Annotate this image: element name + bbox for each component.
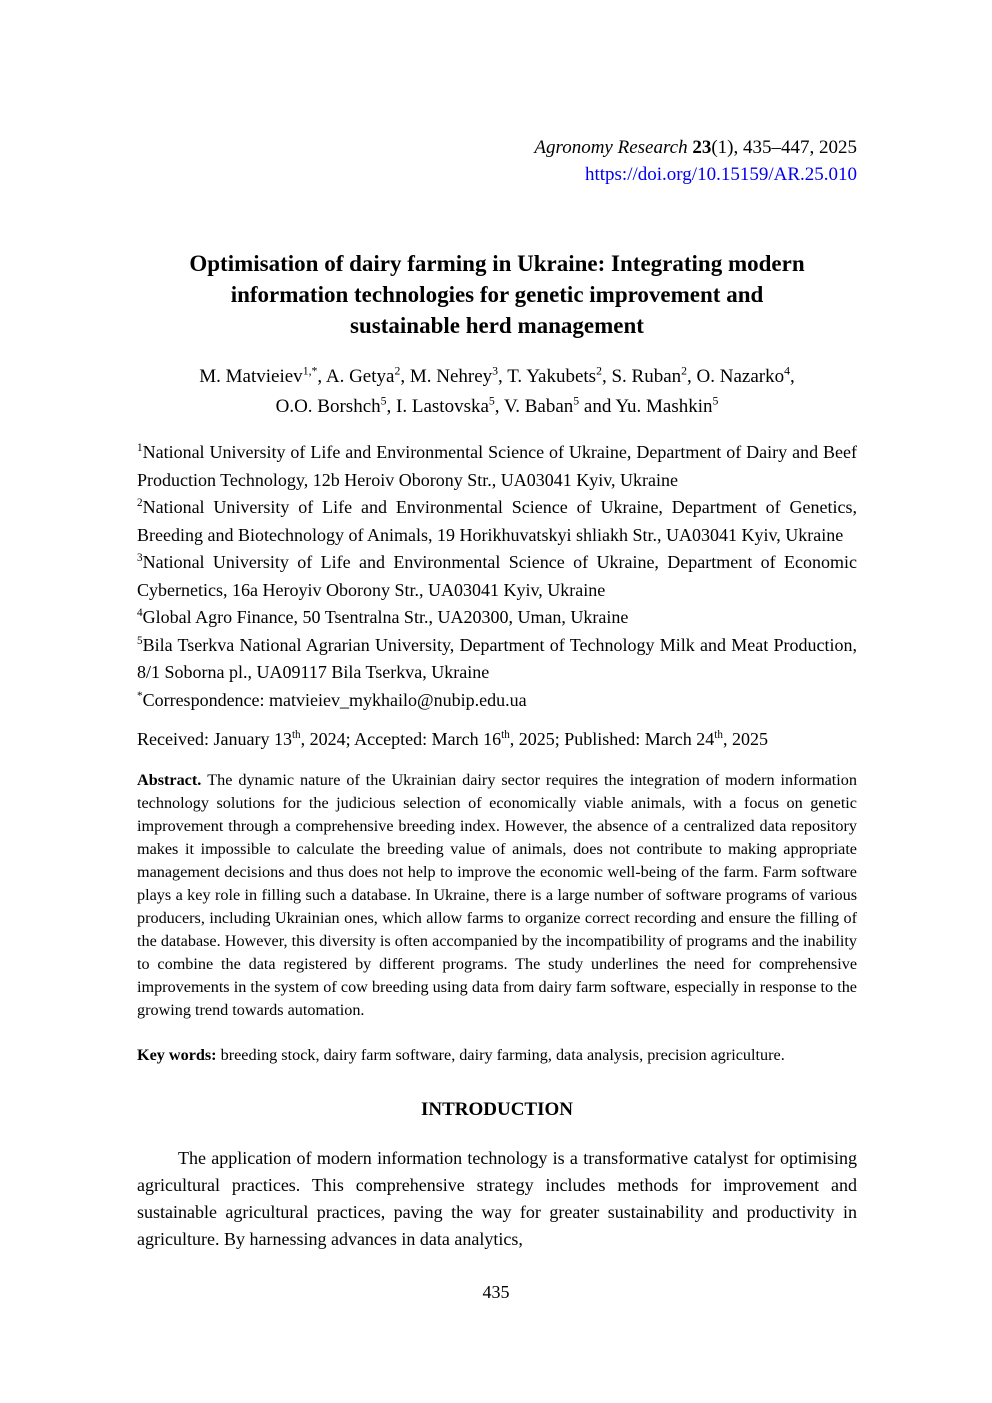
author-line-1: M. Matvieiev$^{1,*}$, A. Getya$^2$, M. Nehrey$^3$, T. Yakubets$^2$, S. Ruban$^2$, O. Nazarko$^4$,	[199, 364, 795, 387]
correspondence-line: *Correspondence: matvieiev_mykhailo@nubip.edu.ua	[137, 689, 527, 710]
paper-title-line-2: information technologies for genetic improvement and	[230, 282, 764, 307]
author-line-2: O.O. Borshch$^5$, I. Lastovska$^5$, V. Baban$^5$ and Yu. Mashkin$^5$	[275, 394, 719, 417]
journal-citation-line: Agronomy Research 23(1), 435–447, 2025	[534, 137, 857, 158]
page-number: 435	[482, 1282, 510, 1302]
paper-title	[137, 248, 857, 341]
introduction-paragraph: The application of modern information technology is a transformative catalyst for optimising agricultural practices. This comprehensive strategy includes methods for improvement and sustainable agricultural practices, paving the way for greater sustainability and productivity in agriculture. By harnessing advances in data analytics,	[137, 1148, 857, 1249]
paper-title-line-3: sustainable herd management	[350, 313, 644, 338]
affiliations-block	[137, 439, 857, 714]
received-dates-line: Received: January 13th, 2024; Accepted: March 16th, 2025; Published: March 24th, 2025	[137, 729, 768, 749]
journal-header	[137, 134, 857, 188]
affiliation-1: $^1$National University of Life and Environmental Science of Ukraine, Department of Dairy and Beef Production Technology, 12b Heroiv Oborony Str., UA03041 Kyiv, Ukraine	[137, 442, 857, 490]
doi-line	[137, 161, 857, 188]
abstract-paragraph: Abstract. The dynamic nature of the Ukrainian dairy sector requires the integration of modern information technology solutions for the judicious selection of economically viable animals, with a focus on genetic improvement through a comprehensive breeding index. However, the absence of a centralized data repository makes it impossible to calculate the breeding value of animals, does not contribute to making appropriate management decisions and thus does not help to improve the economic well-being of the farm. Farm software plays a key role in filling such a database. In Ukraine, there is a large number of software programs of various producers, including Ukrainian ones, which allow farms to organize correct recording and ensure the filling of the database. However, this diversity is often accompanied by the incompatibility of programs and the inability to combine the data registered by different programs. The study underlines the need for comprehensive improvements in the system of cow breeding using data from dairy farm software, especially in response to the growing trend towards automation.	[137, 771, 857, 1019]
doi-link[interactable]: https://doi.org/10.15159/AR.25.010	[584, 164, 857, 185]
introduction-heading: INTRODUCTION	[420, 1099, 574, 1120]
affiliation-4: $^4$Global Agro Finance, 50 Tsentralna Str., UA20300, Uman, Ukraine	[137, 607, 629, 627]
keywords-line: Key words: breeding stock, dairy farm software, dairy farming, data analysis, precision agriculture.	[137, 1046, 785, 1064]
affiliation-3: $^3$National University of Life and Environmental Science of Ukraine, Department of Economic Cybernetics, 16a Heroyiv Oborony Str., UA03041 Kyiv, Ukraine	[137, 552, 857, 600]
affiliation-2: $^2$National University of Life and Environmental Science of Ukraine, Department of Genetics, Breeding and Biotechnology of Animals, 19 Horikhuvatskyi shliakh Str., UA03041 Kyiv, Ukraine	[137, 497, 857, 545]
author-list	[137, 362, 857, 422]
affiliation-5: $^5$Bila Tserkva National Agrarian University, Department of Technology Milk and Meat Production, 8/1 Soborna pl., UA09117 Bila Tserkva, Ukraine	[137, 634, 857, 682]
paper-title-line-1: Optimisation of dairy farming in Ukraine: Integrating modern	[189, 251, 805, 276]
